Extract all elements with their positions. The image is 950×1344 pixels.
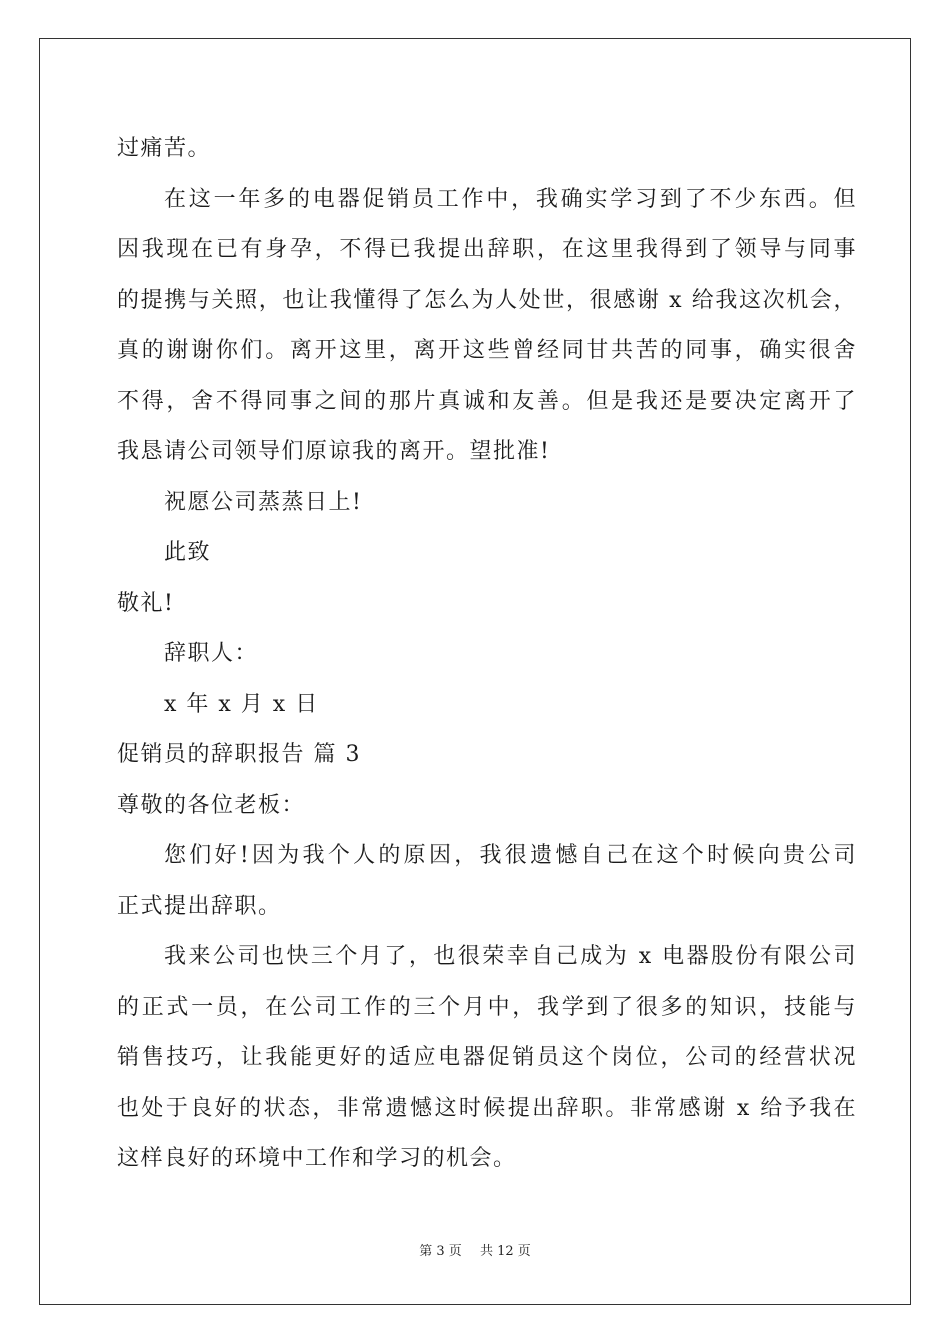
paragraph-line: 这样良好的环境中工作和学习的机会。 bbox=[117, 1146, 517, 1171]
signature-label: 辞职人： bbox=[164, 641, 259, 666]
page-footer bbox=[0, 1240, 950, 1259]
paragraph-line: 过痛苦。 bbox=[117, 136, 212, 161]
page-number: 第 3 页 bbox=[419, 1244, 462, 1259]
greeting: 尊敬的各位老板： bbox=[117, 792, 306, 818]
page-total: 共 12 页 bbox=[479, 1244, 531, 1259]
closing-wish: 祝愿公司蒸蒸日上! bbox=[164, 489, 363, 515]
paragraph-line: 销售技巧，让我能更好的适应电器促销员这个岗位，公司的经营状况 bbox=[117, 1045, 857, 1070]
salutation-cizhi: 此致 bbox=[164, 540, 212, 565]
salutation-jingli: 敬礼! bbox=[117, 590, 175, 616]
paragraph-line: 因我现在已有身孕，不得已我提出辞职，在这里我得到了领导与同事 bbox=[117, 237, 857, 262]
paragraph-line: 也处于良好的状态，非常遗憾这时候提出辞职。非常感谢 x 给予我在 bbox=[117, 1095, 857, 1121]
paragraph-line: 在这一年多的电器促销员工作中，我确实学习到了不少东西。但 bbox=[164, 186, 857, 212]
paragraph-line: 的提携与关照，也让我懂得了怎么为人处世，很感谢 x 给我这次机会， bbox=[117, 287, 857, 313]
section-heading: 促销员的辞职报告 篇 3 bbox=[117, 742, 361, 767]
paragraph-line: 真的谢谢你们。离开这里，离开这些曾经同甘共苦的同事，确实很舍 bbox=[117, 338, 857, 363]
document-body bbox=[117, 124, 857, 1185]
paragraph-line: 不得，舍不得同事之间的那片真诚和友善。但是我还是要决定离开了 bbox=[117, 388, 857, 414]
paragraph-line: 我来公司也快三个月了，也很荣幸自己成为 x 电器股份有限公司 bbox=[164, 944, 857, 969]
signature-date: x 年 x 月 x 日 bbox=[164, 691, 319, 717]
paragraph-line: 正式提出辞职。 bbox=[117, 893, 282, 919]
paragraph-line: 我恳请公司领导们原谅我的离开。望批准! bbox=[117, 439, 551, 464]
paragraph-line: 您们好!因为我个人的原因，我很遗憾自己在这个时候向贵公司 bbox=[164, 843, 857, 868]
paragraph-line: 的正式一员，在公司工作的三个月中，我学到了很多的知识，技能与 bbox=[117, 994, 857, 1020]
